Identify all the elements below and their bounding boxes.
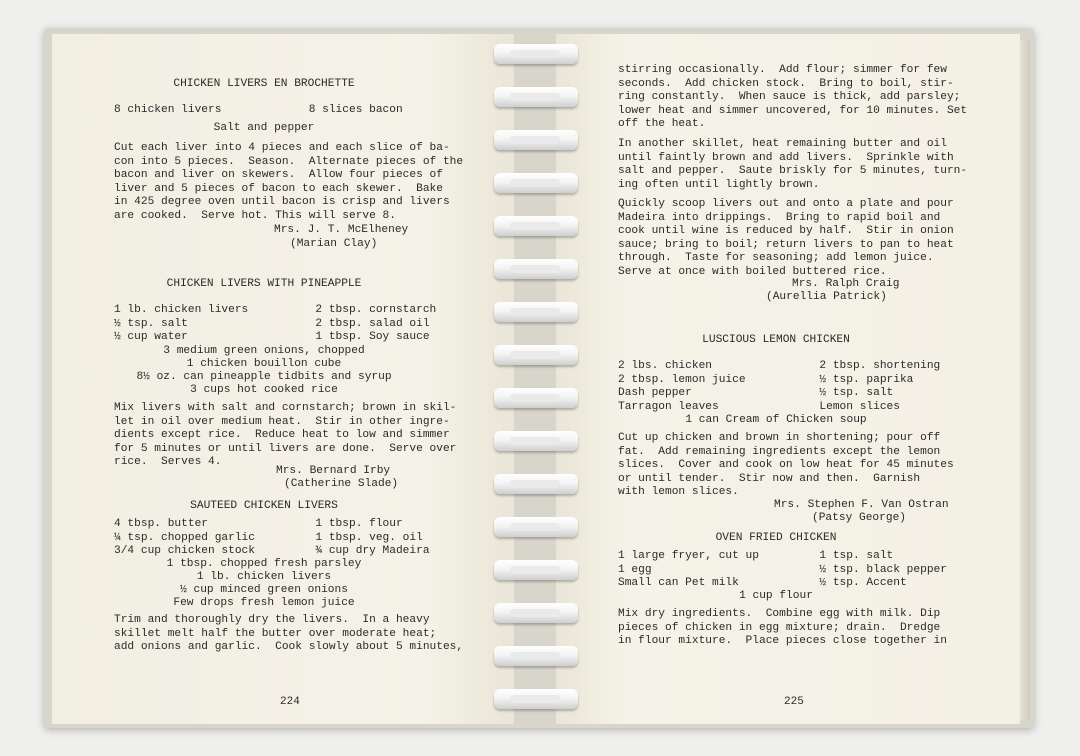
ingredient-line: 8½ oz. can pineapple tidbits and syrup xyxy=(136,371,392,383)
left-page xyxy=(52,34,514,724)
binding-coil-icon xyxy=(492,302,578,324)
binding-coil-icon xyxy=(492,431,578,453)
binding-coil-icon xyxy=(492,689,578,711)
binding-coil-icon xyxy=(492,517,578,539)
recipe-title: LUSCIOUS LEMON CHICKEN xyxy=(702,334,850,346)
contributor-maiden-name: (Marian Clay) xyxy=(290,238,378,250)
binding-coil-icon xyxy=(492,130,578,152)
binding-coil-icon xyxy=(492,216,578,238)
ingredient-line: 3 medium green onions, chopped xyxy=(163,345,365,357)
ingredient-line: Salt and pepper xyxy=(213,122,315,134)
ingredients: 8 chicken livers 8 slices bacon xyxy=(114,104,403,116)
binding-coil-icon xyxy=(492,603,578,625)
ingredient-line: 1 chicken bouillon cube xyxy=(186,358,342,370)
right-page xyxy=(556,34,1020,724)
spiral-binding xyxy=(492,40,578,730)
ingredient-line: 1 lb. chicken livers xyxy=(196,571,332,583)
recipe-instructions: Quickly scoop livers out and onto a plate and pour Madeira into drippings. Bring to rapid boil and cook until wine is reduced by half. Stir in onion sauce; bring to boil; return livers to pan to heat through. Taste for seasoning; add lemon juice. Serve at once with boiled buttered rice. xyxy=(618,198,954,278)
recipe-instructions: Trim and thoroughly dry the livers. In a heavy skillet melt half the butter over moderate heat; add onions and garlic. Cook slowly about 5 minutes, xyxy=(114,614,464,654)
recipe-title: CHICKEN LIVERS EN BROCHETTE xyxy=(173,78,355,90)
recipe-instructions: Cut each liver into 4 pieces and each slice of ba- con into 5 pieces. Season. Alternate pieces of the bacon and liver on skewers. Allow four pieces of liver and 5 pieces of bacon to each skewer. Bake in 425 degree oven until bacon is crisp and livers are cooked. Serve hot. This will serve 8. xyxy=(114,142,464,222)
ingredient-line: 1 cup flour xyxy=(739,590,813,602)
recipe-instructions: stirring occasionally. Add flour; simmer for few seconds. Add chicken stock. Bring to boil, stir- ring constantly. When sauce is thick, add parsley; lower heat and simmer uncovered, for 10 minutes. Set off the heat. xyxy=(618,64,968,131)
contributor-name: Mrs. J. T. McElheney xyxy=(274,224,409,236)
ingredient-line: 1 can Cream of Chicken soup xyxy=(685,414,867,426)
contributor-name: Mrs. Bernard Irby xyxy=(276,465,391,477)
ingredients: 1 lb. chicken livers 2 tbsp. cornstarch ½ tsp. salt 2 tbsp. salad oil ½ cup water 1 tbsp. Soy sauce xyxy=(114,304,437,344)
binding-coil-icon xyxy=(492,646,578,668)
ingredients: 2 lbs. chicken 2 tbsp. shortening 2 tbsp. lemon juice ½ tsp. paprika Dash pepper ½ tsp. salt Tarragon leaves Lemon slices xyxy=(618,360,941,413)
page-number: 225 xyxy=(784,696,804,708)
binding-coil-icon xyxy=(492,259,578,281)
binding-coil-icon xyxy=(492,44,578,66)
binding-coil-icon xyxy=(492,388,578,410)
page-stack-edge xyxy=(1020,40,1030,720)
recipe-title: CHICKEN LIVERS WITH PINEAPPLE xyxy=(166,278,362,290)
ingredient-line: ½ cup minced green onions xyxy=(180,584,348,596)
contributor-name: Mrs. Stephen F. Van Ostran xyxy=(774,499,949,511)
recipe-instructions: Cut up chicken and brown in shortening; pour off fat. Add remaining ingredients except the lemon slices. Cover and cook on low heat for 45 minutes or until tender. Stir now and then. Garnish with lemon slices. xyxy=(618,432,954,499)
binding-coil-icon xyxy=(492,474,578,496)
recipe-instructions: Mix dry ingredients. Combine egg with milk. Dip pieces of chicken in egg mixture; drain. Dredge in flour mixture. Place pieces close together in xyxy=(618,608,947,648)
contributor-maiden-name: (Aurellia Patrick) xyxy=(766,291,887,303)
binding-coil-icon xyxy=(492,345,578,367)
binding-coil-icon xyxy=(492,173,578,195)
recipe-title: OVEN FRIED CHICKEN xyxy=(715,532,837,544)
ingredients: 4 tbsp. butter 1 tbsp. flour ¼ tsp. chopped garlic 1 tbsp. veg. oil 3/4 cup chicken stock ¾ cup dry Madeira xyxy=(114,518,430,558)
binding-coil-icon xyxy=(492,560,578,582)
ingredient-line: Few drops fresh lemon juice xyxy=(173,597,355,609)
binding-coil-icon xyxy=(492,87,578,109)
ingredients: 1 large fryer, cut up 1 tsp. salt 1 egg ½ tsp. black pepper Small can Pet milk ½ tsp. Accent xyxy=(618,550,947,590)
recipe-instructions: Mix livers with salt and cornstarch; brown in skil- let in oil over medium heat. Stir in other ingre- dients except rice. Reduce heat to low and simmer for 5 minutes or until livers are done. Serve over rice. Serves 4. xyxy=(114,402,457,469)
ingredient-line: 1 tbsp. chopped fresh parsley xyxy=(166,558,362,570)
recipe-title: SAUTEED CHICKEN LIVERS xyxy=(190,500,338,512)
ingredient-line: 3 cups hot cooked rice xyxy=(190,384,338,396)
contributor-maiden-name: (Catherine Slade) xyxy=(284,478,399,490)
contributor-maiden-name: (Patsy George) xyxy=(812,512,906,524)
contributor-name: Mrs. Ralph Craig xyxy=(792,278,900,290)
page-number: 224 xyxy=(280,696,300,708)
recipe-instructions: In another skillet, heat remaining butter and oil until faintly brown and add livers. Sprinkle with salt and pepper. Saute briskly for 5 minutes, turn- ing often until lightly brown. xyxy=(618,138,968,191)
